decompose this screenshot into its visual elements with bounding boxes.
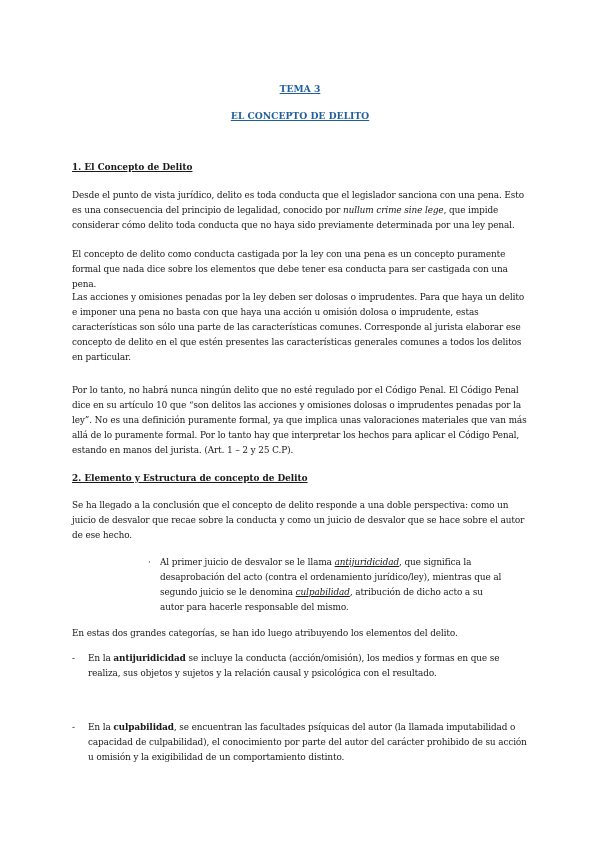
dash-marker-1: -: [72, 654, 75, 664]
section-1-paragraph-4: Por lo tanto, no habrá nunca ningún delito que no esté regulado por el Código Penal. El Código Penal dice en su artículo 10 que “son delitos las acciones y omisiones dolosas o imprudentes penadas por la ley”. No es una definición puramente formal, ya que implica unas valoraciones materiales que van más allá de lo puramente formal. Por lo tanto hay que interpretar los hechos para aplicar el Código Penal, estando en manos del jurista. (Art. 1 – 2 y 25 C.P).: [72, 386, 527, 456]
bullet-paragraph: [160, 556, 506, 616]
dash-marker-2: -: [72, 723, 75, 733]
text-run: , que significa la desaprobación del acto (contra el ordenamiento jurídico/ley), mientras que al segundo juicio se le denomina: [160, 558, 502, 598]
section-2-paragraph-1: Se ha llegado a la conclusión que el concepto de delito responde a una doble perspectiva: como un juicio de desvalor que recae sobre la conducta y como un juicio de desvalor que se hace sobre el autor de ese hecho.: [72, 501, 525, 541]
latin-phrase: nullum crime sine lege: [342, 206, 444, 216]
bullet-marker: ·: [148, 558, 151, 568]
section-1-paragraph-2: El concepto de delito como conducta castigada por la ley con una pena es un concepto puramente formal que nada dice sobre los elementos que debe tener esa conducta para ser castigada con una pena.: [72, 250, 508, 290]
term-bold: antijuridicidad: [113, 654, 186, 664]
text-run: Desde el punto de vista jurídico, delito es toda conducta que el legislador sanciona con una pena. Esto es una consecuencia del principio de legalidad, conocido por: [72, 191, 524, 216]
section-1-paragraph-1: [72, 189, 530, 234]
section-2-heading: 2. Elemento y Estructura de concepto de Delito: [72, 474, 308, 484]
section-2-paragraph-2: En estas dos grandes categorías, se han ido luego atribuyendo los elementos del delito.: [72, 629, 458, 639]
text-run: , se encuentran las facultades psíquicas del autor (la llamada imputabilidad o capacidad de culpabilidad), el conocimiento por parte del autor del carácter prohibido de su acción u omisión y la exigibilidad de un comportamiento distinto.: [88, 723, 527, 763]
document-title: TEMA 3: [279, 84, 321, 95]
text-run: , atribución de dicho acto a su autor para hacerle responsable del mismo.: [160, 588, 483, 613]
text-run: se incluye la conducta (acción/omisión), los medios y formas en que se realiza, sus objetos y sujetos y la relación causal y psicológica con el resultado.: [88, 654, 500, 679]
document-subtitle: EL CONCEPTO DE DELITO: [230, 111, 370, 122]
text-run: En la: [88, 654, 114, 664]
term-bold: culpabilidad: [113, 723, 174, 733]
text-run: En la: [88, 723, 114, 733]
term-culpabilidad: culpabilidad: [295, 588, 350, 598]
dash-item-antijuridicidad: [88, 652, 526, 682]
section-1-heading: 1. El Concepto de Delito: [72, 163, 193, 173]
dash-item-culpabilidad: [88, 721, 530, 766]
term-antijuridicidad: antijuridicidad: [334, 558, 400, 568]
section-1-paragraph-3: Las acciones y omisiones penadas por la ley deben ser dolosas o imprudentes. Para que haya un delito e imponer una pena no basta con que haya una acción u omisión dolosa o imprudente, estas características son sólo una parte de las características comunes. Corresponde al jurista elaborar ese concepto de delito en el que estén presentes las características generales comunes a todos los delitos en particular.: [72, 293, 525, 363]
text-run: , que impide considerar cómo delito toda conducta que no haya sido previamente determinada por una ley penal.: [72, 206, 515, 231]
text-run: Al primer juicio de desvalor se le llama: [160, 558, 335, 568]
